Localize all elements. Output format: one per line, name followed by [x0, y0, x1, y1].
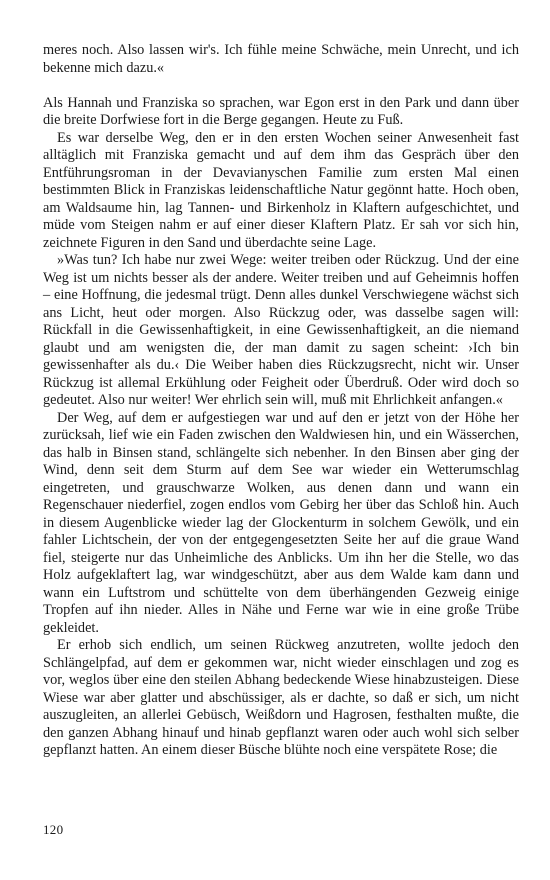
paragraph-landscape: Der Weg, auf dem er aufgestiegen war und auf den er jetzt von der Höhe her zurücksah, lief wie ein Faden zwischen den Waldwiesen hin, und ein Wässerchen, das halb in Binsen stand, schlängelte sich nebenher. In den Binsen aber ging der Wind, denn seit dem Sturm auf dem See war wieder ein Wetterumschlag eingetreten, und grauschwarze Wolken, aus denen dann und wann ein Regenschauer niederfiel, zogen endlos vom Gebirg her über das Schloß hin. Auch in diesem Augenblicke wieder lag der Glockenturm in solchem Gewölk, und ein fahler Lichtschein, der von der entgegengesetzten Seite her auf die graue Wand fiel, steigerte nur das Unheimliche des Anblicks. Um ihn her die Stelle, wo das Holz aufgeklaftert lag, war windgeschützt, aber aus dem Walde kam dann und wann ein Luftstrom und schüttelte von dem überhängenden Gezweig einige Tropfen auf ihn nieder. Alles in Nähe und Ferne war wie in eine große Trübe gekleidet. — [43, 409, 519, 636]
section-break — [43, 77, 519, 95]
paragraph-monologue: »Was tun? Ich habe nur zwei Wege: weiter treiben oder Rückzug. Und der eine Weg ist um nichts besser als der andere. Weiter treiben und auf Geheimnis hoffen – eine Hoffnung, die jedesmal trügt. Denn alles dunkel Verschwiegene wächst sich ans Licht, heut oder morgen. Also Rückzug oder, was dasselbe sagen will: Rückfall in die Gewissenhaftigkeit, in eine Gewissenhaftigkeit, an die niemand glaubt und am wenigsten die, der man damit zu sagen scheint: ›Ich bin gewissenhafter als du.‹ Die Weiber haben dies Rückzugsrecht, nicht wir. Unser Rückzug ist allemal Erkühlung oder Feigheit oder Überdruß. Oder wird doch so gedeutet. Also nur weiter! Wer ehrlich sein will, muß mit Ehrlichkeit anfangen.« — [43, 252, 519, 408]
paragraph-section-start: Als Hannah und Franziska so sprachen, war Egon erst in den Park und dann über die breite Dorfwiese fort in die Berge gegangen. Heute zu Fuß. — [43, 94, 519, 128]
paragraph-dialogue-end: meres noch. Also lassen wir's. Ich fühle meine Schwäche, mein Unrecht, und ich bekenne mich dazu.« — [43, 42, 519, 76]
paragraph-descent: Er erhob sich endlich, um seinen Rückweg anzutreten, wollte jedoch den Schlängelpfad, auf dem er gekommen war, nicht wieder einschlagen und zog es vor, weglos über eine den steilen Abhang bedeckende Wiese hinabzusteigen. Diese Wiese war aber glatter und abschüssiger, als er dachte, so daß er sich, um nicht auszugleiten, an allerlei Gebüsch, Weißdorn und Hagrosen, festhalten mußte, die den ganzen Abhang hinauf und hinab gepflanzt waren oder auch wohl sich selber gepflanzt hatten. An einem dieser Büsche blühte noch eine verspätete Rose; die — [43, 637, 519, 758]
page-number: 120 — [43, 822, 64, 837]
paragraph-path: Es war derselbe Weg, den er in den ersten Wochen seiner Anwesenheit fast alltäglich mit Franziska gemacht und auf dem ihm das Gespräch über den Entführungsroman in der Devavianyschen Familie zum ersten Mal einen bestimmten Blick in Franziskas leidenschaftliche Natur gegönnt hatte. Hoch oben, am Waldsaume hin, lag Tannen- und Birkenholz in Klaftern aufgeschichtet, und müde vom Steigen nahm er auf einer dieser Klaftern Platz. Er sah vor sich hin, zeichnete Figuren in den Sand und überdachte seine Lage. — [43, 129, 519, 251]
body-text — [43, 42, 519, 760]
